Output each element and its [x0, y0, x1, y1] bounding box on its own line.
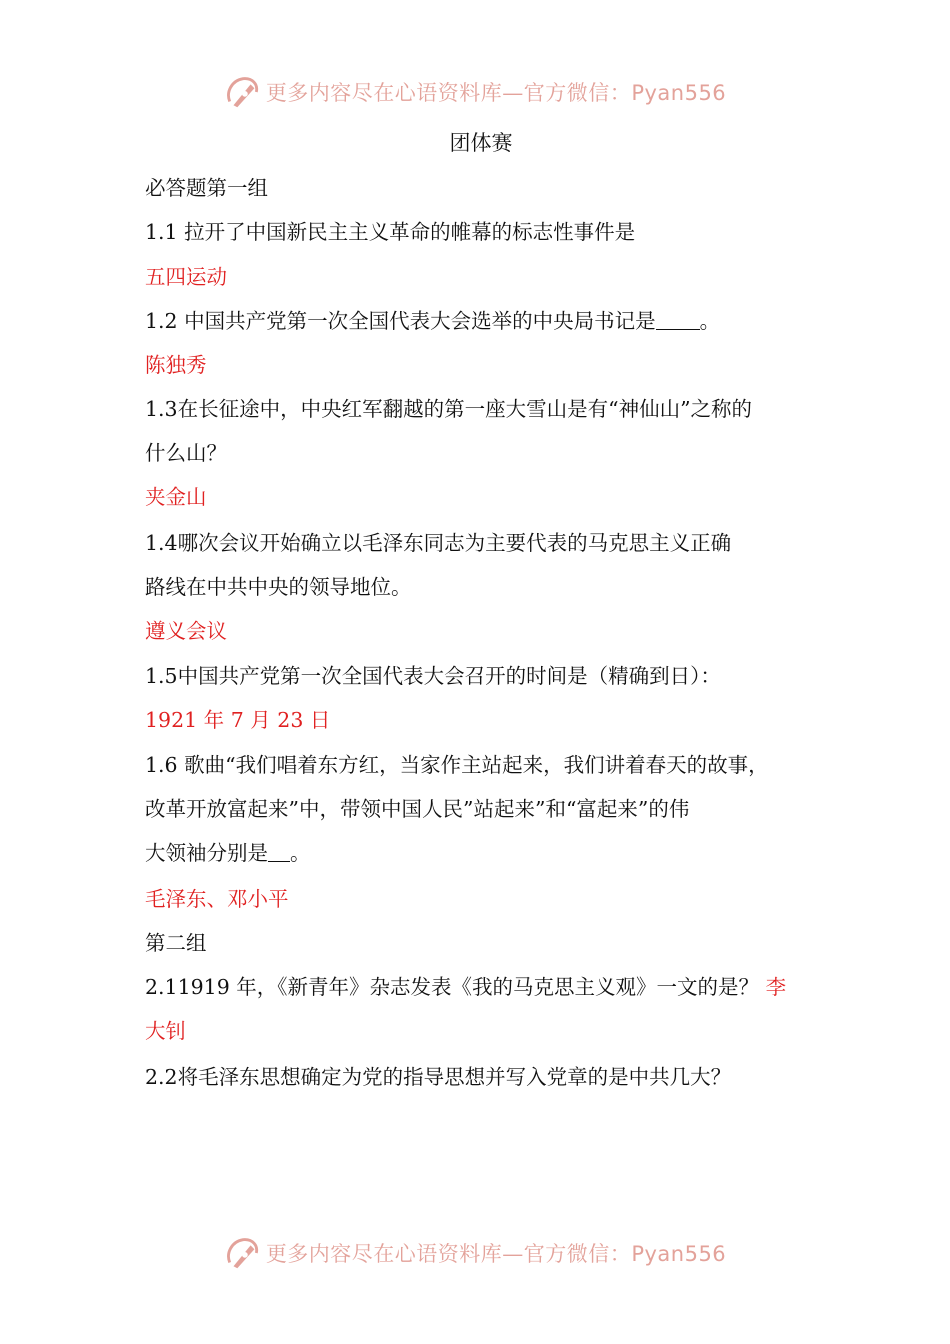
pen-logo-icon — [224, 73, 262, 111]
watermark-bottom — [0, 1231, 950, 1275]
question-line: 什么山？ — [145, 441, 227, 465]
question-line: 1.1 拉开了中国新民主主义革命的帷幕的标志性事件是 — [145, 220, 636, 244]
fill-blank — [268, 841, 290, 862]
answer-line: 夹金山 — [145, 485, 207, 509]
question-line: 2.11919 年，《新青年》杂志发表《我的马克思主义观》一文的是？ 李 — [145, 975, 787, 999]
answer-line: 遵义会议 — [145, 619, 227, 643]
question-line: 2.2将毛泽东思想确定为党的指导思想并写入党章的是中共几大？ — [145, 1065, 732, 1089]
watermark-text: 更多内容尽在心语资料库—官方微信：Pyan556 — [265, 81, 727, 105]
question-line: 1.3在长征途中，中央红军翻越的第一座大雪山是有“神仙山”之称的 — [145, 397, 753, 421]
section-heading: 必答题第一组 — [145, 176, 268, 200]
question-line: 大领袖分别是 。 — [145, 841, 311, 865]
answer-line: 大钊 — [145, 1019, 186, 1043]
question-line: 1.6 歌曲“我们唱着东方红，当家作主站起来，我们讲着春天的故事， — [145, 753, 769, 777]
fill-blank — [656, 309, 700, 330]
question-line: 1.5中国共产党第一次全国代表大会召开的时间是（精确到日）： — [145, 664, 721, 688]
answer-line: 毛泽东、邓小平 — [145, 887, 289, 911]
page-title: 团体赛 — [449, 131, 513, 155]
question-line: 1.4哪次会议开始确立以毛泽东同志为主要代表的马克思主义正确 — [145, 531, 732, 555]
answer-line: 五四运动 — [145, 265, 227, 289]
section-heading: 第二组 — [145, 931, 207, 955]
watermark-top — [0, 70, 950, 114]
answer-line: 1921 年 7 月 23 日 — [145, 708, 331, 732]
answer-line: 陈独秀 — [145, 353, 207, 377]
question-line: 路线在中共中央的领导地位。 — [145, 575, 412, 599]
question-line: 改革开放富起来”中，带领中国人民”站起来”和“富起来”的伟 — [145, 797, 690, 821]
pen-logo-icon — [224, 1234, 262, 1272]
question-line: 1.2 中国共产党第一次全国代表大会选举的中央局书记是 。 — [145, 309, 721, 333]
watermark-text: 更多内容尽在心语资料库—官方微信：Pyan556 — [265, 1242, 727, 1266]
